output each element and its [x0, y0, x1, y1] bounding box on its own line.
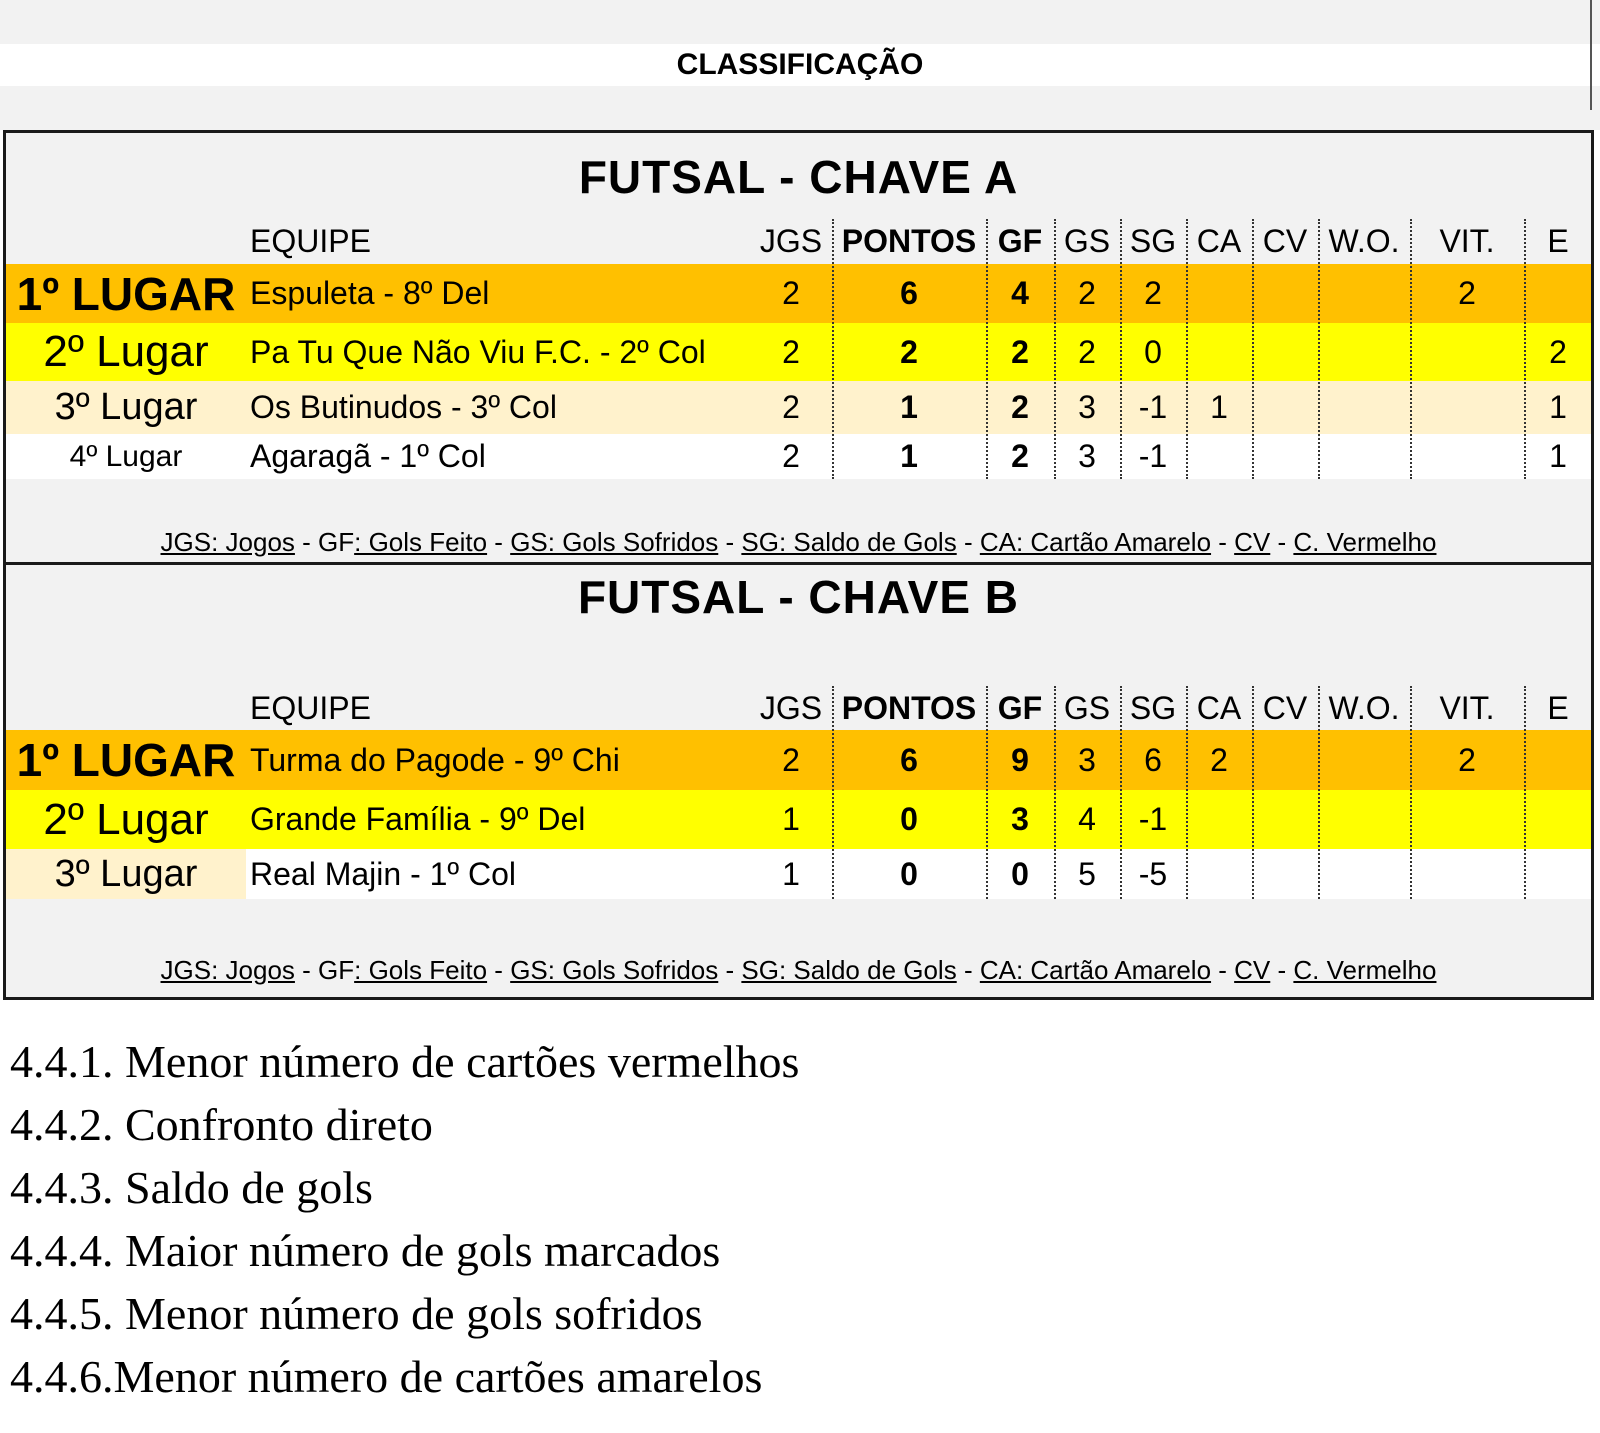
legend-gf: : Gols Feito	[354, 955, 488, 985]
legend-jgs: JGS: Jogos	[160, 955, 295, 985]
cv-value	[1253, 730, 1317, 790]
col-gs: GS	[1063, 222, 1111, 259]
col-vit: VIT.	[1439, 222, 1495, 259]
legend-ca: CA: Cartão Amarelo	[979, 527, 1212, 557]
group-a-row-2	[6, 323, 1591, 381]
cv-value	[1253, 849, 1317, 899]
pontos-value: 1	[900, 389, 918, 425]
legend-cv-full: C. Vermelho	[1293, 527, 1437, 557]
cv-value	[1253, 381, 1317, 434]
column-separator	[1054, 686, 1056, 899]
legend-cv: CV	[1234, 955, 1271, 985]
sg-value: 0	[1144, 333, 1162, 370]
group-a-row-4	[6, 434, 1591, 479]
gs-value: 3	[1078, 741, 1096, 778]
gf-value: 3	[1011, 801, 1029, 837]
e-value	[1525, 264, 1591, 323]
place-label: 2º Lugar	[43, 794, 209, 844]
standings-block	[3, 130, 1594, 1000]
legend-sg: SG: Saldo de Gols	[741, 955, 957, 985]
pontos-value: 0	[900, 855, 918, 892]
wo-value	[1319, 849, 1409, 899]
group-b-row-1	[6, 730, 1591, 790]
wo-value	[1319, 790, 1409, 849]
group-b-title: FUTSAL - CHAVE B	[577, 571, 1020, 623]
e-value	[1525, 730, 1591, 790]
column-separator	[1186, 219, 1188, 479]
gs-value: 4	[1078, 801, 1096, 837]
column-separator	[986, 219, 988, 479]
col-cv: CV	[1262, 689, 1308, 726]
gf-value: 0	[1011, 855, 1029, 892]
rule-item: 4.4.1. Menor número de cartões vermelhos	[10, 1036, 800, 1087]
wo-value	[1319, 264, 1409, 323]
col-sg: SG	[1129, 689, 1177, 726]
cv-value	[1253, 434, 1317, 479]
rule-item: 4.4.2. Confronto direto	[10, 1099, 433, 1150]
jgs-value: 1	[782, 801, 800, 837]
wo-value	[1319, 323, 1409, 381]
legend-gf: : Gols Feito	[354, 527, 488, 557]
col-pontos: PONTOS	[841, 222, 977, 259]
legend-jgs: JGS: Jogos	[160, 527, 295, 557]
group-a-legend: JGS: Jogos - GF: Gols Feito - GS: Gols Sofridos - SG: Saldo de Gols - CA: Cartão Amarelo - CV - C. Vermelho	[160, 527, 1437, 557]
vit-value	[1411, 849, 1523, 899]
col-e: E	[1547, 222, 1569, 259]
e-value: 2	[1549, 333, 1567, 370]
ca-value: 2	[1210, 741, 1228, 778]
col-jgs: JGS	[759, 689, 823, 726]
jgs-value: 1	[782, 855, 800, 892]
ca-value	[1187, 790, 1251, 849]
col-ca: CA	[1196, 689, 1242, 726]
team-name: Real Majin - 1º Col	[250, 855, 516, 892]
gf-value: 2	[1011, 438, 1029, 474]
legend-ca: CA: Cartão Amarelo	[979, 955, 1212, 985]
vit-value	[1411, 381, 1523, 434]
group-divider	[6, 562, 1591, 565]
e-value	[1525, 849, 1591, 899]
team-name: Pa Tu Que Não Viu F.C. - 2º Col	[250, 333, 706, 370]
col-ca: CA	[1196, 222, 1242, 259]
wo-value	[1319, 730, 1409, 790]
column-separator	[1524, 219, 1526, 479]
group-b-header-row	[6, 686, 1591, 730]
column-separator	[1252, 219, 1254, 479]
column-separator	[1120, 686, 1122, 899]
group-a-header-row	[6, 219, 1591, 263]
col-equipe: EQUIPE	[250, 222, 371, 259]
group-a-row-3	[6, 381, 1591, 434]
sg-value: 6	[1144, 741, 1162, 778]
col-jgs: JGS	[759, 222, 823, 259]
team-name: Agaragã - 1º Col	[250, 438, 486, 474]
pontos-value: 0	[900, 801, 918, 837]
jgs-value: 2	[782, 741, 800, 778]
rule-item: 4.4.4. Maior número de gols marcados	[10, 1225, 721, 1276]
col-cv: CV	[1262, 222, 1308, 259]
cv-value	[1253, 264, 1317, 323]
column-separator	[1186, 686, 1188, 899]
col-gs: GS	[1063, 689, 1111, 726]
column-separator	[1524, 686, 1526, 899]
jgs-value: 2	[782, 333, 800, 370]
column-separator	[1318, 686, 1320, 899]
ca-value	[1187, 849, 1251, 899]
group-b-row-3	[6, 849, 1591, 899]
sg-value: 2	[1144, 275, 1162, 311]
column-rule	[1590, 0, 1592, 110]
rule-item: 4.4.5. Menor número de gols sofridos	[10, 1288, 703, 1339]
sg-value: -1	[1138, 801, 1168, 837]
ca-value	[1187, 264, 1251, 323]
sg-value: -1	[1138, 389, 1168, 425]
legend-sg: SG: Saldo de Gols	[741, 527, 957, 557]
place-label: 3º Lugar	[54, 386, 198, 428]
gs-value: 3	[1078, 438, 1096, 474]
wo-value	[1319, 381, 1409, 434]
sg-value: -5	[1138, 855, 1168, 892]
place-label: 4º Lugar	[69, 439, 183, 473]
top-band	[0, 0, 1600, 44]
pontos-value: 6	[900, 741, 918, 778]
place-label: 3º Lugar	[6, 849, 246, 899]
team-name: Espuleta - 8º Del	[250, 275, 490, 311]
gf-value: 4	[1011, 275, 1029, 311]
tiebreak-rules	[10, 1030, 1410, 1408]
e-value	[1525, 790, 1591, 849]
wo-value	[1319, 434, 1409, 479]
col-gf: GF	[997, 689, 1043, 726]
legend-cv-full: C. Vermelho	[1293, 955, 1437, 985]
col-sg: SG	[1129, 222, 1177, 259]
col-wo: W.O.	[1328, 222, 1400, 259]
gf-value: 2	[1011, 389, 1029, 425]
sg-value: -1	[1138, 438, 1168, 474]
gs-value: 2	[1078, 333, 1096, 370]
group-a-row-1	[6, 264, 1591, 323]
legend-gs: GS: Gols Sofridos	[510, 527, 719, 557]
cv-value	[1253, 790, 1317, 849]
jgs-value: 2	[782, 438, 800, 474]
e-value: 1	[1549, 389, 1567, 425]
col-gf: GF	[997, 222, 1043, 259]
col-wo: W.O.	[1328, 689, 1400, 726]
place-label: 2º Lugar	[43, 327, 209, 376]
team-name: Turma do Pagode - 9º Chi	[250, 741, 620, 778]
col-vit: VIT.	[1439, 689, 1495, 726]
cv-value	[1253, 323, 1317, 381]
pontos-value: 6	[900, 275, 918, 311]
pontos-value: 2	[900, 333, 918, 370]
vit-value: 2	[1458, 741, 1476, 778]
team-name: Os Butinudos - 3º Col	[250, 389, 557, 425]
vit-value	[1411, 790, 1523, 849]
gs-value: 5	[1078, 855, 1096, 892]
vit-value: 2	[1458, 275, 1476, 311]
rule-item: 4.4.3. Saldo de gols	[10, 1162, 373, 1213]
column-separator	[1318, 219, 1320, 479]
e-value: 1	[1549, 438, 1567, 474]
col-equipe: EQUIPE	[250, 689, 371, 726]
col-pontos: PONTOS	[841, 689, 977, 726]
legend-cv: CV	[1234, 527, 1271, 557]
group-b-legend: JGS: Jogos - GF: Gols Feito - GS: Gols Sofridos - SG: Saldo de Gols - CA: Cartão Amarelo - CV - C. Vermelho	[160, 955, 1437, 985]
gf-value: 2	[1011, 333, 1029, 370]
gs-value: 3	[1078, 389, 1096, 425]
vit-value	[1411, 434, 1523, 479]
jgs-value: 2	[782, 389, 800, 425]
column-separator	[832, 219, 834, 479]
group-b-row-2	[6, 790, 1591, 849]
place-label: 1º LUGAR	[16, 734, 236, 786]
team-name: Grande Família - 9º Del	[250, 801, 586, 837]
ca-value	[1187, 323, 1251, 381]
column-separator	[1120, 219, 1122, 479]
gs-value: 2	[1078, 275, 1096, 311]
vit-value	[1411, 323, 1523, 381]
jgs-value: 2	[782, 275, 800, 311]
column-separator	[1054, 219, 1056, 479]
group-a-title: FUTSAL - CHAVE A	[578, 151, 1019, 203]
ca-value	[1187, 434, 1251, 479]
place-label: 1º LUGAR	[16, 267, 236, 320]
top-band-lower	[0, 86, 1600, 130]
column-separator	[1410, 686, 1412, 899]
gf-value: 9	[1011, 741, 1029, 778]
column-separator	[1410, 219, 1412, 479]
column-separator	[986, 686, 988, 899]
pontos-value: 1	[900, 438, 918, 474]
ca-value: 1	[1210, 389, 1228, 425]
col-e: E	[1547, 689, 1569, 726]
column-separator	[832, 686, 834, 899]
column-separator	[1252, 686, 1254, 899]
legend-gs: GS: Gols Sofridos	[510, 955, 719, 985]
sheet-title: CLASSIFICAÇÃO	[0, 44, 1600, 86]
rule-item: 4.4.6.Menor número de cartões amarelos	[10, 1351, 763, 1402]
